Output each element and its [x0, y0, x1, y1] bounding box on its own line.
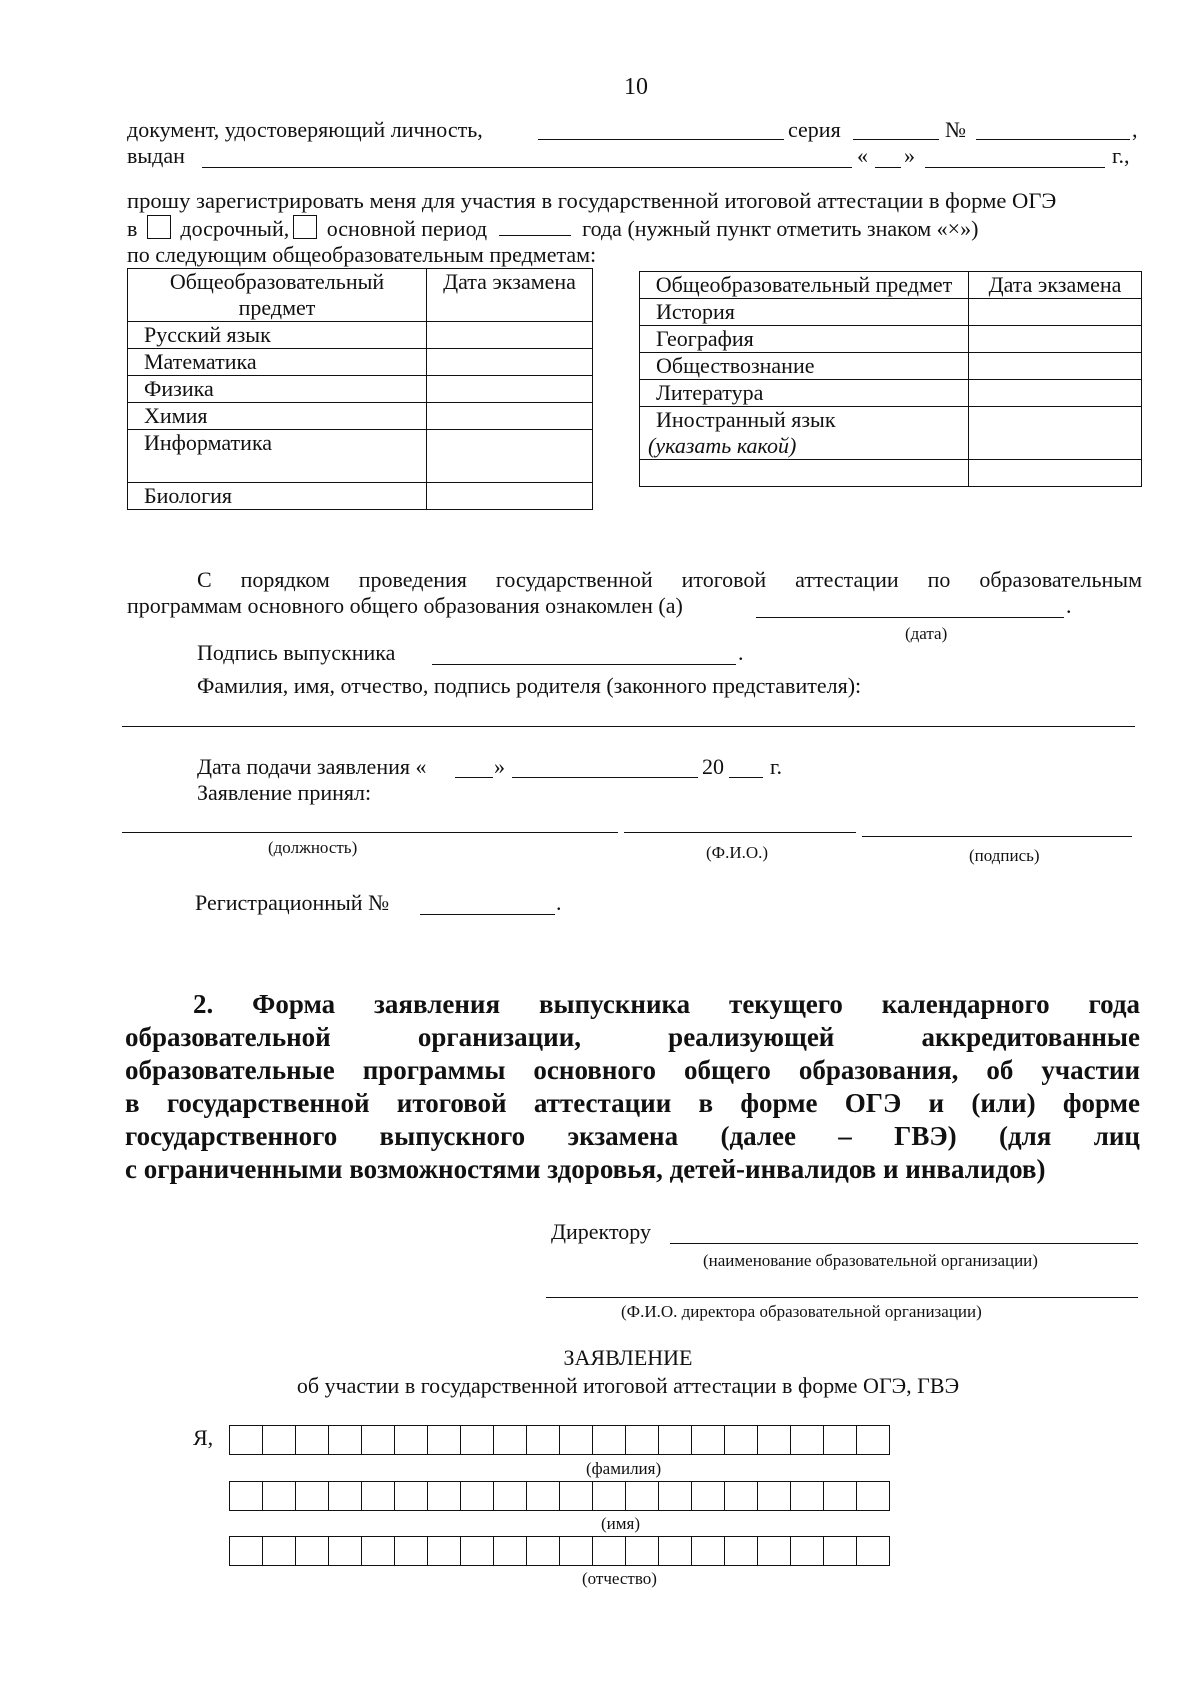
date-cell[interactable]: [427, 322, 593, 349]
year-suffix: г.,: [1112, 143, 1130, 168]
ack-text-1: С порядком проведения государственной итоговой аттестации по образовательным: [197, 567, 1142, 592]
date-cell[interactable]: [969, 353, 1142, 380]
year-field[interactable]: [499, 217, 571, 236]
request-line-3: по следующим общеобразовательным предметам:: [127, 242, 597, 267]
surname-grid[interactable]: [229, 1425, 890, 1455]
date-cell[interactable]: [969, 460, 1142, 487]
issued-label: выдан: [127, 143, 185, 168]
submission-year-prefix: 20: [702, 754, 724, 779]
surname-caption: (фамилия): [586, 1459, 662, 1478]
number-field[interactable]: [976, 139, 1130, 140]
registration-field[interactable]: [420, 914, 555, 915]
request-line-2: [127, 215, 1142, 242]
section2-line-6: с ограниченными возможностями здоровья, детей-инвалидов и инвалидов): [125, 1154, 1046, 1184]
sign-field[interactable]: [862, 836, 1132, 837]
id-document-label: документ, удостоверяющий личность,: [127, 117, 483, 142]
submission-year-suffix: г.: [770, 754, 783, 779]
left-header-subject: Общеобразовательный предмет: [128, 269, 427, 322]
signature-period: .: [738, 640, 744, 665]
quote-open: «: [857, 143, 868, 168]
early-label: досрочный,: [180, 216, 290, 241]
ack-line-1: [127, 567, 1142, 593]
section2-line-3: образовательные программы основного общего образования, об участии: [125, 1055, 1140, 1085]
date-cell[interactable]: [427, 403, 593, 430]
subjects-table-left: [127, 268, 593, 510]
date-cell[interactable]: [427, 483, 593, 510]
page-number: 10: [624, 74, 648, 100]
foreign-language-label: Иностранный язык: [656, 407, 836, 432]
director-label: Директору: [551, 1219, 651, 1244]
left-subject-chemistry: Химия: [128, 403, 427, 430]
application-title: ЗАЯВЛЕНИЕ: [563, 1345, 693, 1370]
right-header-date: Дата экзамена: [969, 272, 1142, 299]
date-cell[interactable]: [969, 326, 1142, 353]
caption-signature: (подпись): [969, 846, 1040, 865]
date-cell[interactable]: [427, 376, 593, 403]
director-org-field[interactable]: [670, 1243, 1138, 1244]
signature-label: Подпись выпускника: [197, 640, 396, 665]
number-label: №: [945, 117, 966, 142]
ack-date-field[interactable]: [756, 617, 1064, 618]
section2-line-5: государственного выпускного экзамена (далее – ГВЭ) (для лиц: [125, 1121, 1140, 1151]
series-label: серия: [788, 117, 841, 142]
caption-fio: (Ф.И.О.): [706, 843, 769, 862]
series-field[interactable]: [853, 139, 939, 140]
early-checkbox[interactable]: [147, 215, 171, 239]
comma: ,: [1132, 117, 1138, 142]
section2-heading: [125, 988, 1140, 1186]
date-cell[interactable]: [427, 349, 593, 376]
right-subject-social: Обществознание: [640, 353, 969, 380]
right-header-subject: Общеобразовательный предмет: [640, 272, 969, 299]
issued-field[interactable]: [202, 167, 852, 168]
left-subject-math: Математика: [128, 349, 427, 376]
subjects-table-right: [639, 271, 1142, 487]
date-cell[interactable]: [969, 407, 1142, 460]
director-org-caption: (наименование образовательной организации): [703, 1251, 1038, 1270]
issued-day-field[interactable]: [875, 167, 901, 168]
caption-position: (должность): [268, 838, 358, 857]
right-empty-cell: [640, 460, 969, 487]
ack-line-2: программам основного общего образования ознакомлен (а): [127, 593, 683, 618]
section2-line-4: в государственной итоговой аттестации в форме ОГЭ и (или) форме: [125, 1088, 1140, 1118]
patronymic-caption: (отчество): [582, 1569, 657, 1588]
left-subject-russian: Русский язык: [128, 322, 427, 349]
right-subject-foreign: [640, 407, 969, 460]
fio-field[interactable]: [624, 832, 856, 833]
in-label: в: [127, 216, 138, 241]
submission-date-label: Дата подачи заявления «: [197, 754, 427, 779]
submission-month-field[interactable]: [512, 777, 698, 778]
foreign-note: (указать какой): [648, 433, 797, 458]
section2-line-2: образовательной организации, реализующей аккредитованные: [125, 1022, 1140, 1052]
registration-period: .: [556, 890, 562, 915]
name-caption: (имя): [601, 1514, 640, 1533]
right-subject-geography: География: [640, 326, 969, 353]
director-name-field[interactable]: [546, 1297, 1138, 1298]
year-label: года (нужный пункт отметить знаком «×»): [582, 216, 979, 241]
date-cell[interactable]: [969, 299, 1142, 326]
request-line-1: прошу зарегистрировать меня для участия в государственной итоговой аттестации в форме ОГЭ: [127, 188, 1057, 213]
main-period-label: основной период: [326, 216, 488, 241]
id-document-field[interactable]: [538, 139, 784, 140]
right-subject-history: История: [640, 299, 969, 326]
date-cell[interactable]: [427, 430, 593, 483]
quote-close: »: [904, 143, 915, 168]
application-subtitle: об участии в государственной итоговой аттестации в форме ОГЭ, ГВЭ: [296, 1373, 960, 1398]
right-subject-literature: Литература: [640, 380, 969, 407]
submission-day-field[interactable]: [455, 777, 493, 778]
patronymic-grid[interactable]: [229, 1536, 890, 1566]
accepted-label: Заявление принял:: [197, 780, 372, 805]
left-subject-physics: Физика: [128, 376, 427, 403]
period-after-date: .: [1066, 593, 1072, 618]
i-label: Я,: [193, 1425, 214, 1450]
director-name-caption: (Ф.И.О. директора образовательной организации): [621, 1302, 982, 1321]
left-header-date: Дата экзамена: [427, 269, 593, 322]
left-subject-informatics: Информатика: [128, 430, 427, 483]
submission-year-field[interactable]: [729, 777, 763, 778]
signature-field[interactable]: [432, 664, 736, 665]
position-field[interactable]: [122, 832, 618, 833]
section2-line-1: 2. Форма заявления выпускника текущего календарного года: [193, 989, 1140, 1019]
parent-field[interactable]: [122, 726, 1135, 727]
parent-label: Фамилия, имя, отчество, подпись родителя (законного представителя):: [197, 673, 862, 698]
issued-date-field[interactable]: [925, 167, 1105, 168]
date-cell[interactable]: [969, 380, 1142, 407]
main-checkbox[interactable]: [293, 215, 317, 239]
name-grid[interactable]: [229, 1481, 890, 1511]
left-subject-biology: Биология: [128, 483, 427, 510]
submission-quote-close: »: [494, 754, 505, 779]
date-caption: (дата): [905, 624, 948, 643]
registration-label: Регистрационный №: [195, 890, 390, 915]
